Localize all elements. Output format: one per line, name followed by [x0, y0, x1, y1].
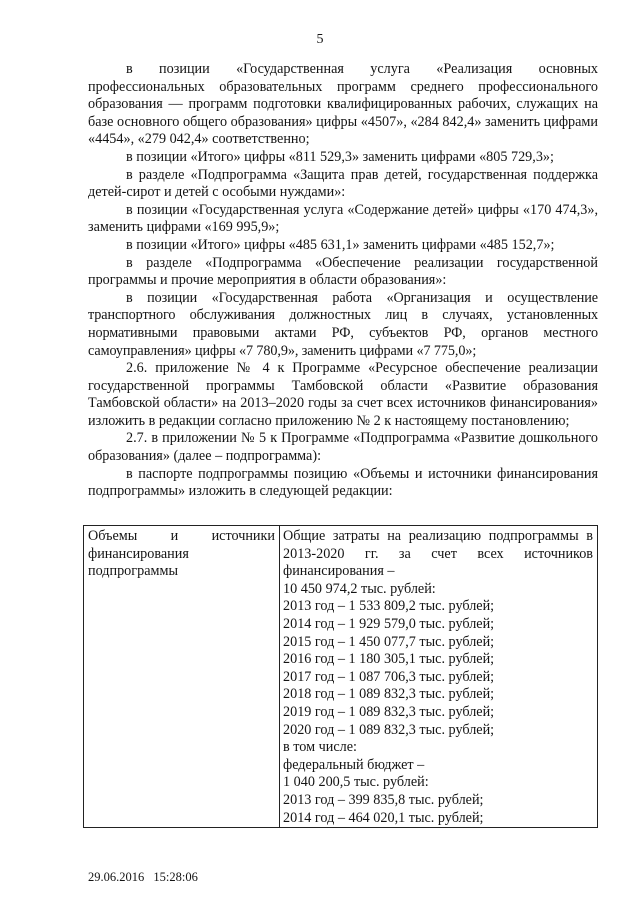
paragraph: в позиции «Итого» цифры «811 529,3» заменить цифрами «805 729,3»;: [126, 148, 554, 165]
financing-line: 1 040 200,5 тыс. рублей:: [283, 774, 429, 791]
paragraph: в позиции «Государственная услуга «Содержание детей» цифры «170 474,3», заменить цифрами «169 995,9»;: [88, 201, 598, 236]
financing-line: 10 450 974,2 тыс. рублей:: [283, 580, 436, 597]
table-cell-label: Объемы и источники финансирования подпрограммы: [84, 526, 280, 828]
paragraph: в паспорте подпрограммы позицию «Объемы и источники финансирования подпрограммы» изложить в следующей редакции:: [88, 465, 598, 500]
financing-line: 2019 год – 1 089 832,3 тыс. рублей;: [283, 703, 495, 720]
financing-line: 2014 год – 1 929 579,0 тыс. рублей;: [283, 615, 495, 632]
financing-line: 2013 год – 1 533 809,2 тыс. рублей;: [283, 598, 495, 615]
financing-line: 2020 год – 1 089 832,3 тыс. рублей;: [283, 721, 495, 738]
paragraph: 2.6. приложение № 4 к Программе «Ресурсное обеспечение реализации государственной программы Тамбовской области «Развитие образования Тамбовской области» на 2013–2020 годы за счет всех источников финансирования» изложить в редакции согласно приложению № 2 к настоящему постановлению;: [88, 360, 598, 429]
paragraph: в разделе «Подпрограмма «Защита прав детей, государственная поддержка детей-сирот и детей с особыми нуждами»:: [88, 166, 598, 201]
table-cell-value: [280, 526, 598, 828]
document-body: [88, 61, 598, 501]
paragraph: в позиции «Итого» цифры «485 631,1» заменить цифрами «485 152,7»;: [126, 236, 555, 253]
paragraph: в позиции «Государственная услуга «Реализация основных профессиональных образовательных программ среднего профессионального образования — программ подготовки квалифицированных рабочих, служащих на базе основного общего образования» цифры «4507», «284 842,4» заменить цифрами «4454», «279 042,4» соответственно;: [88, 61, 598, 148]
footer-timestamp: [88, 870, 198, 885]
paragraph: 2.7. в приложении № 5 к Программе «Подпрограмма «Развитие дошкольного образования» (далее – подпрограмма):: [88, 430, 598, 465]
financing-line: 2014 год – 464 020,1 тыс. рублей;: [283, 809, 484, 826]
paragraph: в разделе «Подпрограмма «Обеспечение реализации государственной программы и прочие мероприятия в области образования»:: [88, 254, 598, 289]
financing-table: [83, 525, 598, 828]
paragraph: в позиции «Государственная работа «Организация и осуществление транспортного обслуживания должностных лиц в случаях, установленных нормативными правовыми актами РФ, субъектов РФ, органов местного самоуправления» цифры «7 780,9», заменить цифрами «7 775,0»;: [88, 289, 598, 359]
table-row: [84, 526, 598, 828]
financing-line: 2015 год – 1 450 077,7 тыс. рублей;: [283, 633, 495, 650]
financing-line: 2018 год – 1 089 832,3 тыс. рублей;: [283, 686, 495, 703]
financing-line: 2016 год – 1 180 305,1 тыс. рублей;: [283, 651, 495, 668]
financing-intro: Общие затраты на реализацию подпрограммы в 2013-2020 гг. за счет всех источников финансирования –: [283, 528, 593, 580]
financing-line: федеральный бюджет –: [283, 756, 425, 773]
footer-time: 15:28:06: [153, 870, 198, 884]
financing-line: 2017 год – 1 087 706,3 тыс. рублей;: [283, 668, 495, 685]
footer-date: 29.06.2016: [88, 870, 145, 884]
financing-line: в том числе:: [283, 739, 357, 756]
financing-line: 2013 год – 399 835,8 тыс. рублей;: [283, 791, 484, 808]
page-number: 5: [316, 32, 324, 47]
